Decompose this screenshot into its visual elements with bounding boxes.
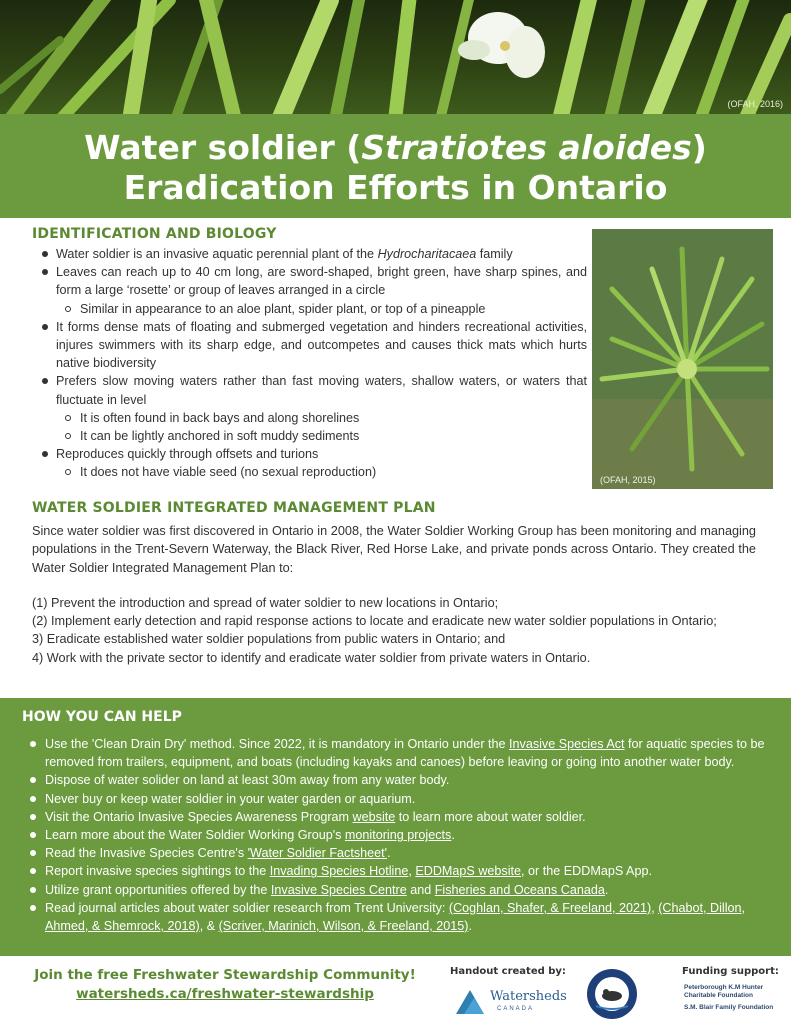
management-plan-section [32, 500, 756, 667]
funder-blair-foundation: S.M. Blair Family Foundation [684, 1004, 774, 1011]
list-item: Dispose of water solider on land at least 30m away from any water body. [22, 771, 770, 789]
help-heading: HOW YOU CAN HELP [22, 709, 182, 725]
hero-photo-credit: (OFAH, 2016) [727, 99, 783, 109]
page-title-line2: Eradication Efforts in Ontario [123, 168, 668, 207]
management-plan-heading: WATER SOLDIER INTEGRATED MANAGEMENT PLAN [32, 500, 436, 516]
list-item: Visit the Ontario Invasive Species Awareness Program website to learn more about water soldier. [22, 808, 770, 826]
identification-heading: IDENTIFICATION AND BIOLOGY [32, 226, 277, 242]
invasive-species-act-link[interactable]: Invasive Species Act [509, 737, 625, 751]
list-item: Prefers slow moving waters rather than fast moving waters, shallow waters, or waters that fluctuate in level [32, 372, 587, 408]
funder-hunter-foundation: Peterborough K.M Hunter Charitable Foundation [684, 984, 764, 999]
eddmaps-website-link[interactable]: EDDMapS website [415, 864, 522, 879]
ofah-seal-icon [556, 968, 668, 1020]
list-subitem: Similar in appearance to an aloe plant, spider plant, or top of a pineapple [32, 300, 587, 318]
oisap-website-link[interactable]: website [352, 809, 396, 824]
identification-section [32, 226, 587, 482]
factsheet-link[interactable]: 'Water Soldier Factsheet' [247, 846, 388, 861]
title-banner [0, 114, 791, 218]
list-item: Read journal articles about water soldier research from Trent University: (Coghlan, Shafer, & Freeland, 2021), (Chabot, Dillon, Ahmed, & Shemrock, 2018), & (Scriver, Marinich, Wilson, & Freeland, 2015). [22, 899, 770, 935]
plan-goal: (2) Implement early detection and rapid response actions to locate and eradicate new water soldier populations in Ontario; [32, 614, 717, 629]
list-item: Water soldier is an invasive aquatic perennial plant of the Hydrocharitacaea family [32, 245, 587, 263]
help-list [22, 735, 770, 935]
watersheds-name: Watersheds [490, 989, 567, 1004]
list-item: Reproduces quickly through offsets and turions [32, 445, 587, 463]
plan-goal: (1) Prevent the introduction and spread of water soldier to new locations in Ontario; [32, 595, 499, 610]
page-title-line1: Water soldier (Stratiotes aloides) [84, 128, 707, 167]
chabot-article-link[interactable]: (Chabot, Dillon, Ahmed, & Shemrock, 2018) [45, 900, 746, 934]
list-item: Report invasive species sightings to the Invading Species Hotline, EDDMapS website, or the EDDMapS App. [22, 862, 770, 880]
list-item: Read the Invasive Species Centre's 'Water Soldier Factsheet'. [22, 844, 770, 862]
list-subitem: It can be lightly anchored in soft muddy sediments [32, 427, 587, 445]
list-item: Utilize grant opportunities offered by the Invasive Species Centre and Fisheries and Oceans Canada. [22, 881, 770, 899]
join-text: Join the free Freshwater Stewardship Community! [34, 967, 416, 983]
list-subitem: It does not have viable seed (no sexual reproduction) [32, 463, 587, 481]
plan-intro: Since water soldier was first discovered in Ontario in 2008, the Water Soldier Working Group has been monitoring and managing populations in the Trent-Severn Waterway, the Black River, Red Horse Lake, and private ponds across Ontario. They created the Water Soldier Integrated Management Plan to: [32, 524, 756, 575]
footer [0, 956, 791, 1024]
water-soldier-photo [592, 229, 773, 489]
identification-list [32, 245, 587, 482]
coghlan-article-link[interactable]: (Coghlan, Shafer, & Freeland, 2021) [448, 900, 652, 915]
invasive-species-centre-link[interactable]: Invasive Species Centre [270, 882, 407, 897]
list-item: It forms dense mats of floating and submerged vegetation and hinders recreational activities, injures swimmers with its sharp edge, and outcompetes and causes thick mats which hurts native biodiversity [32, 318, 587, 373]
white-flower-icon [458, 12, 545, 78]
invading-species-hotline-link[interactable]: Invading Species Hotline [269, 864, 409, 879]
plan-goal: 3) Eradicate established water soldier populations from public waters in Ontario; and [32, 632, 506, 647]
created-by-label: Handout created by: [450, 966, 566, 977]
list-subitem: It is often found in back bays and along shorelines [32, 409, 587, 427]
list-item: Never buy or keep water soldier in your water garden or aquarium. [22, 790, 770, 808]
list-item: Leaves can reach up to 40 cm long, are sword-shaped, bright green, have sharp spines, and form a large ‘rosette’ or group of leaves arranged in a circle [32, 263, 587, 299]
watersheds-sub: CANADA [497, 1006, 535, 1012]
monitoring-projects-link[interactable]: monitoring projects [344, 828, 452, 843]
plan-goal: 4) Work with the private sector to identify and eradicate water soldier from private waters in Ontario. [32, 650, 591, 665]
rosette-plant-illustration [592, 229, 773, 489]
list-item: Use the 'Clean Drain Dry' method. Since 2022, it is mandatory in Ontario under the Invasive Species Act for aquatic species to be removed from trailers, equipment, and boats (including kayaks and canoes) before leaving or going into another water body. [22, 735, 770, 771]
how-you-can-help-section [0, 698, 791, 956]
hero-photo [0, 0, 791, 114]
list-item: Learn more about the Water Soldier Working Group's monitoring projects. [22, 826, 770, 844]
freshwater-stewardship-link[interactable]: watersheds.ca/freshwater-stewardship [76, 986, 374, 1002]
funding-support-label: Funding support: [682, 966, 779, 977]
photo-credit: (OFAH, 2015) [600, 475, 656, 485]
fisheries-oceans-canada-link[interactable]: Fisheries and Oceans Canada [434, 882, 605, 897]
join-community-callout [20, 966, 430, 1004]
scriver-article-link[interactable]: (Scriver, Marinich, Wilson, & Freeland, 2015) [218, 919, 469, 934]
water-soldier-leaves-illustration [0, 0, 791, 114]
